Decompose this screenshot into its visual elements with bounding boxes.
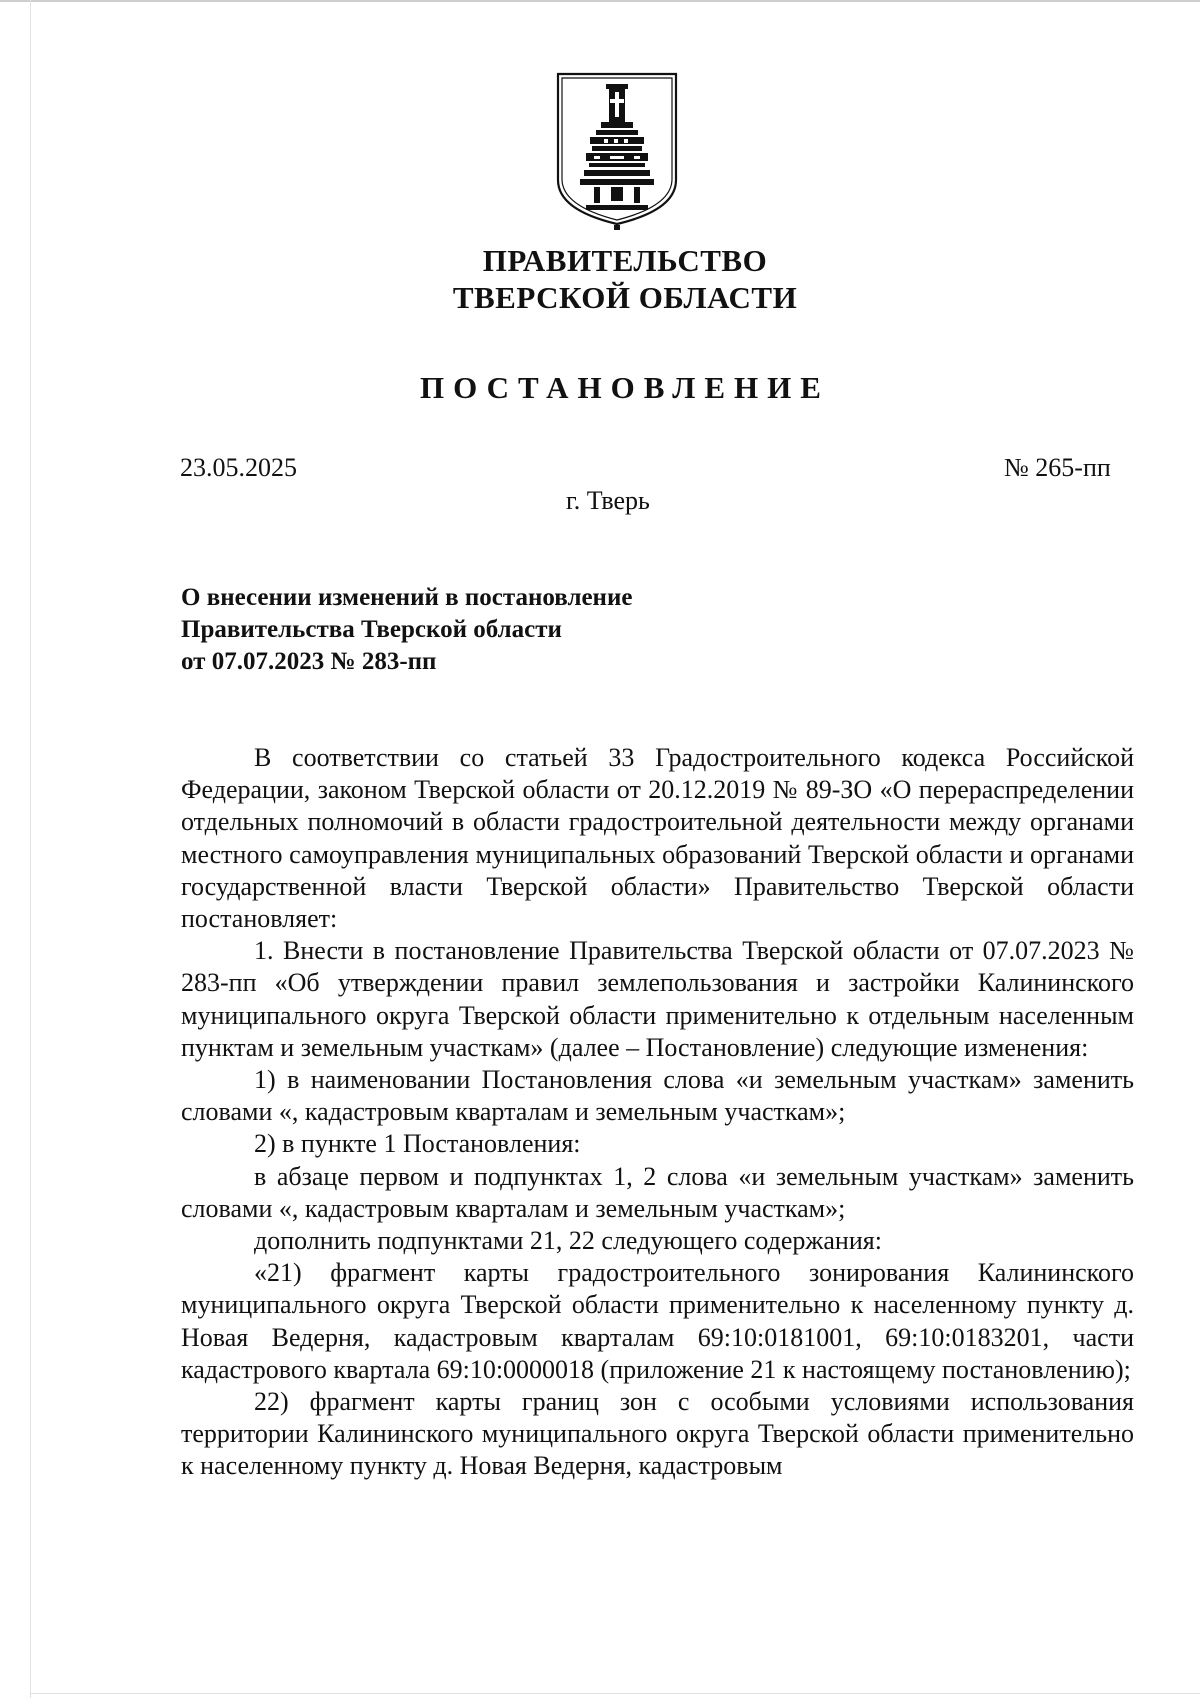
document-city: г. Тверь (566, 486, 650, 515)
body-paragraph: В соответствии со статьей 33 Градостроительного кодекса Российской Федерации, законом Тверской области от 20.12.2019 № 89-ЗО «О перераспределении отдельных полномочий в области градостроительной деятельности между органами местного самоуправления муниципальных образований Тверской области и органами государственной власти Тверской области» Правительство Тверской области постановляет: (181, 743, 1134, 934)
tver-coat-of-arms-icon (554, 70, 680, 230)
org-title-line-1: ПРАВИТЕЛЬСТВО (482, 243, 768, 278)
document-date: 23.05.2025 (180, 453, 297, 482)
subject-line-1: О внесении изменений в постановление (181, 584, 633, 611)
subject-line-3: от 07.07.2023 № 283-пп (181, 648, 437, 675)
body-paragraph: дополнить подпунктами 21, 22 следующего содержания: (254, 1226, 882, 1256)
document-subject (181, 582, 632, 678)
body-paragraph: в абзаце первом и подпунктах 1, 2 слова «и земельным участкам» заменить словами «, кадастровым кварталам и земельным участкам»; (181, 1161, 1134, 1223)
body-paragraph: 1) в наименовании Постановления слова «и земельным участкам» заменить словами «, кадастровым кварталам и земельным участкам»; (181, 1065, 1134, 1127)
document-type: ПОСТАНОВЛЕНИЕ (420, 370, 830, 405)
scan-edge-top (0, 0, 1200, 2)
document-number: № 265-пп (1004, 453, 1111, 482)
body-paragraph: 2) в пункте 1 Постановления: (254, 1129, 581, 1159)
document-body (181, 742, 1134, 1483)
scan-edge-bottom (30, 1693, 1200, 1694)
body-paragraph: 22) фрагмент карты границ зон с особыми условиями использования территории Калининского муниципального округа Тверской области применительно к населенному пункту д. Новая Ведерня, кадастровым (181, 1387, 1134, 1481)
subject-line-2: Правительства Тверской области (181, 616, 562, 643)
body-paragraph: 1. Внести в постановление Правительства Тверской области от 07.07.2023 № 283-пп «Об утверждении правил землепользования и застройки Калининского муниципального округа Тверской области применительно к отдельным населенным пунктам и земельным участкам» (далее – Постановление) следующие изменения: (181, 936, 1134, 1062)
org-title-line-2: ТВЕРСКОЙ ОБЛАСТИ (452, 280, 798, 315)
body-paragraph: «21) фрагмент карты градостроительного зонирования Калининского муниципального округа Тверской области применительно к населенному пункту д. Новая Ведерня, кадастровым кварталам 69:10:0181001, 69:10:0183201, части кадастрового квартала 69:10:0000018 (приложение 21 к настоящему постановлению); (181, 1258, 1134, 1384)
